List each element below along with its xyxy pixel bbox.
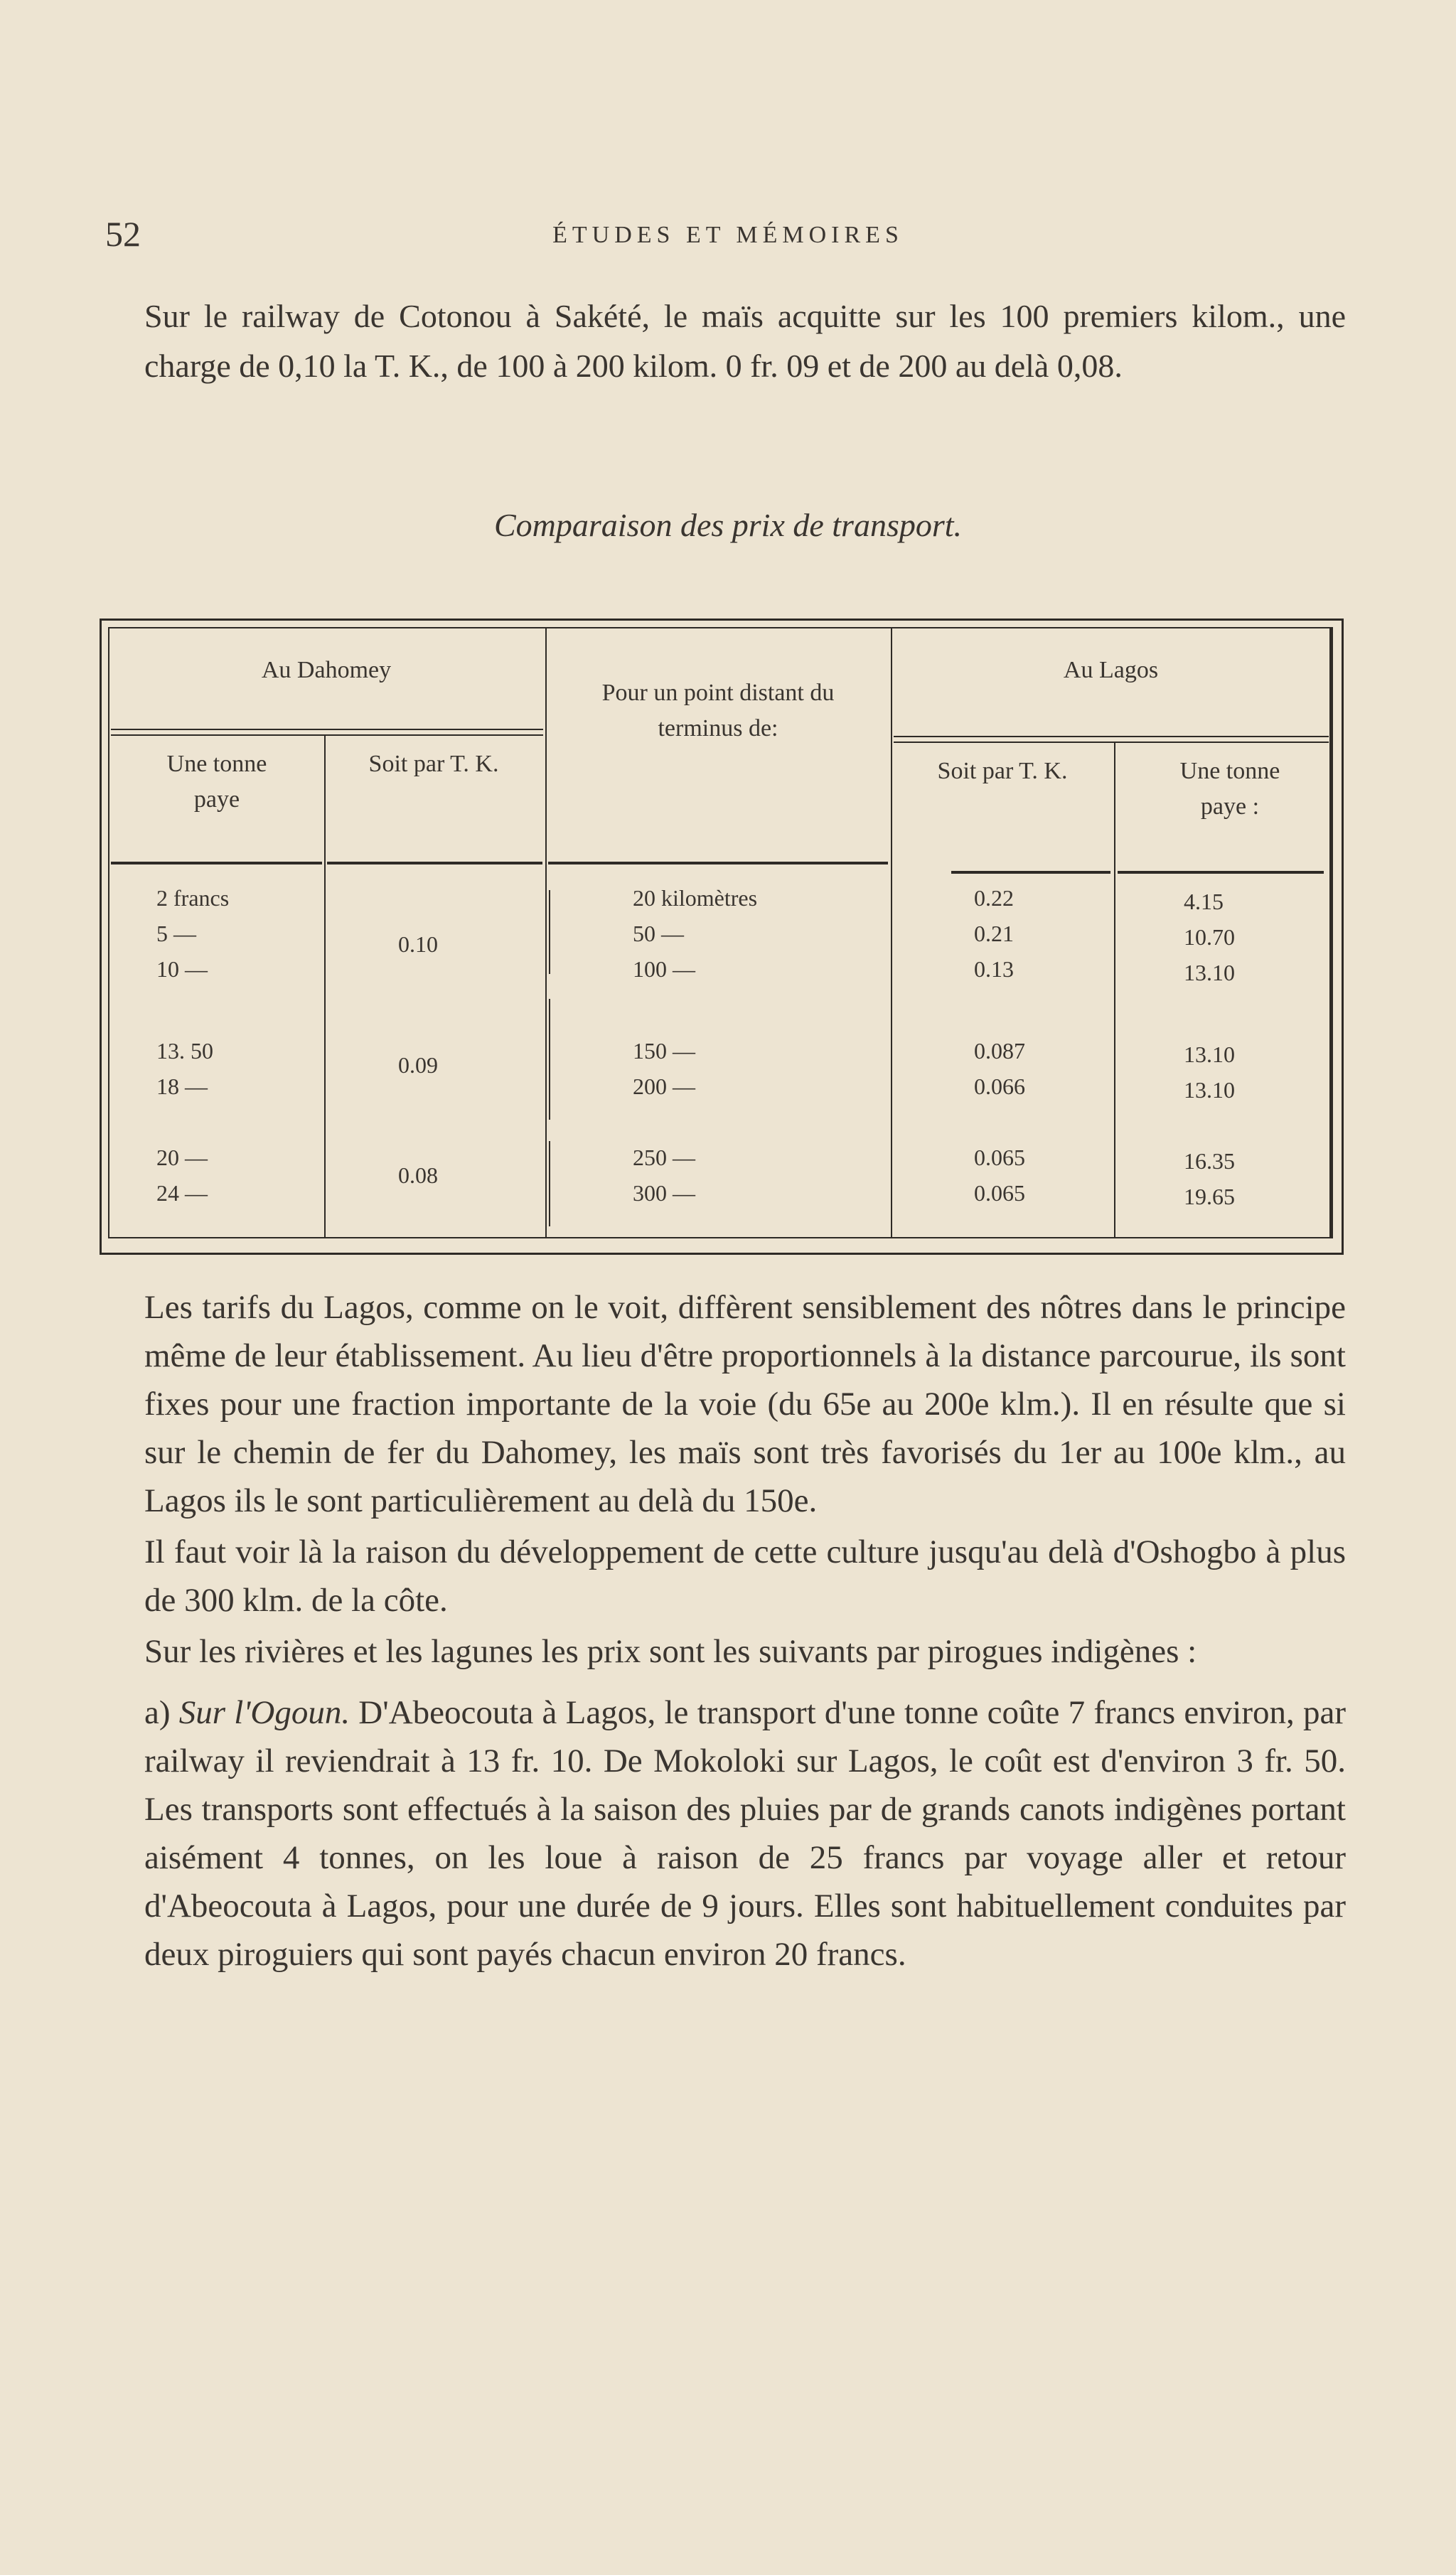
cell-paye-r3: 13.10 <box>1184 960 1235 985</box>
paragraph-4-text: D'Abeocouta à Lagos, le transport d'une tonne coûte 7 francs environ, par railway il reviendrait à 13 fr. 10. De Mokoloki sur Lagos, le coût est d'environ 3 fr. 50. Les transports sont effectués à la saison des pluies par de grands canots indigènes portant aisément 4 tonnes, on les loue à raison de 25 francs par voyage aller et retour d'Abeocouta à Lagos, pour une durée de 9 jours. Elles sont habituellement conduites par deux piroguiers qui sont payés chacun environ 20 francs. <box>144 1694 1346 1973</box>
paragraph-2: Il faut voir là la raison du développement de cette culture jusqu'au delà d'Oshogbo à plus de 300 klm. de la côte. <box>144 1533 1346 1619</box>
cell-soit-r4: 0.087 <box>974 1038 1025 1064</box>
brace-3 <box>549 1141 550 1226</box>
paragraph-4-label: a) <box>144 1694 179 1731</box>
group-rule-left-b <box>111 734 543 736</box>
header-tonne-right: Une tonne paye : <box>1179 758 1280 820</box>
header-rule-2 <box>327 862 542 864</box>
group-rule-left-a <box>111 729 543 730</box>
table-inner-right <box>1329 627 1333 1238</box>
cell-point-r1: 20 kilomètres <box>633 885 758 911</box>
paragraph-4-title: Sur l'Ogoun. <box>178 1694 350 1731</box>
cell-soit-r3: 0.13 <box>974 956 1014 982</box>
header-rule-3 <box>548 862 888 864</box>
brace-1 <box>549 890 550 974</box>
cell-tonne-r7: 24 — <box>156 1180 208 1206</box>
cell-point-r2: 50 — <box>633 921 684 946</box>
cell-paye-r1: 4.15 <box>1184 889 1224 914</box>
header-point-distant: Pour un point distant du terminus de: <box>601 680 835 742</box>
cell-rate-2: 0.09 <box>398 1052 438 1078</box>
cell-point-r6: 250 — <box>633 1145 695 1170</box>
cell-point-r4: 150 — <box>633 1038 695 1064</box>
intro-paragraph: Sur le railway de Cotonou à Sakété, le maïs acquitte sur les 100 premiers kilom., une charge de 0,10 la T. K., de 100 à 200 kilom. 0 fr. 09 et de 200 au delà 0,08. <box>144 298 1346 384</box>
running-head: ÉTUDES ET MÉMOIRES <box>552 222 904 248</box>
col-divider-3 <box>891 627 892 1238</box>
table-inner-top <box>108 627 1331 628</box>
header-soit-left: Soit par T. K. <box>368 751 499 777</box>
col-divider-4 <box>1114 743 1115 1238</box>
header-soit-right: Soit par T. K. <box>937 758 1068 784</box>
table-caption: Comparaison des prix de transport. <box>493 507 963 543</box>
col-divider-2 <box>545 627 547 1238</box>
cell-soit-r7: 0.065 <box>974 1180 1025 1206</box>
cell-paye-r2: 10.70 <box>1184 924 1235 950</box>
cell-tonne-r2: 5 — <box>156 921 196 946</box>
cell-point-r3: 100 — <box>633 956 695 982</box>
cell-soit-r2: 0.21 <box>974 921 1014 946</box>
header-tonne-left: Une tonne paye <box>166 751 267 813</box>
header-rule-5 <box>1118 871 1324 874</box>
cell-rate-3: 0.08 <box>398 1162 438 1188</box>
header-rule-4 <box>951 871 1110 874</box>
cell-tonne-r4: 13. 50 <box>156 1038 213 1064</box>
body-text <box>144 1283 1346 1979</box>
cell-paye-r7: 19.65 <box>1184 1184 1235 1209</box>
paragraph-3: Sur les rivières et les lagunes les prix sont les suivants par pirogues indigènes : <box>144 1633 1197 1670</box>
col-divider-1 <box>324 736 326 1238</box>
transport-price-table <box>100 619 1344 1255</box>
cell-rate-1: 0.10 <box>398 931 438 957</box>
group-rule-right-a <box>894 736 1329 737</box>
cell-tonne-r6: 20 — <box>156 1145 208 1170</box>
col-divider-0 <box>108 627 109 1238</box>
cell-tonne-r3: 10 — <box>156 956 208 982</box>
header-rule-1 <box>111 862 322 864</box>
header-au-dahomey: Au Dahomey <box>261 657 392 683</box>
cell-soit-r1: 0.22 <box>974 885 1014 911</box>
brace-2 <box>549 999 550 1120</box>
group-rule-right-b <box>894 742 1329 743</box>
cell-point-r5: 200 — <box>633 1074 695 1099</box>
cell-soit-r6: 0.065 <box>974 1145 1025 1170</box>
cell-paye-r5: 13.10 <box>1184 1077 1235 1103</box>
cell-tonne-r1: 2 francs <box>156 885 230 911</box>
cell-tonne-r5: 18 — <box>156 1074 208 1099</box>
cell-paye-r4: 13.10 <box>1184 1042 1235 1067</box>
paragraph-1: Les tarifs du Lagos, comme on le voit, diffèrent sensiblement des nôtres dans le principe même de leur établissement. Au lieu d'être proportionnels à la distance parcourue, ils sont fixes pour une fraction importante de la voie (du 65e au 200e klm.). Il en résulte que si sur le chemin de fer du Dahomey, les maïs sont très favorisés du 1er au 100e klm., au Lagos ils le sont particulièrement au delà du 150e. <box>144 1289 1346 1519</box>
paragraph-4 <box>144 1688 1346 1979</box>
cell-paye-r6: 16.35 <box>1184 1148 1235 1174</box>
header-au-lagos: Au Lagos <box>1063 657 1159 683</box>
page-number: 52 <box>105 214 141 254</box>
table-inner-bottom <box>108 1237 1331 1238</box>
cell-soit-r5: 0.066 <box>974 1074 1025 1099</box>
cell-point-r7: 300 — <box>633 1180 695 1206</box>
